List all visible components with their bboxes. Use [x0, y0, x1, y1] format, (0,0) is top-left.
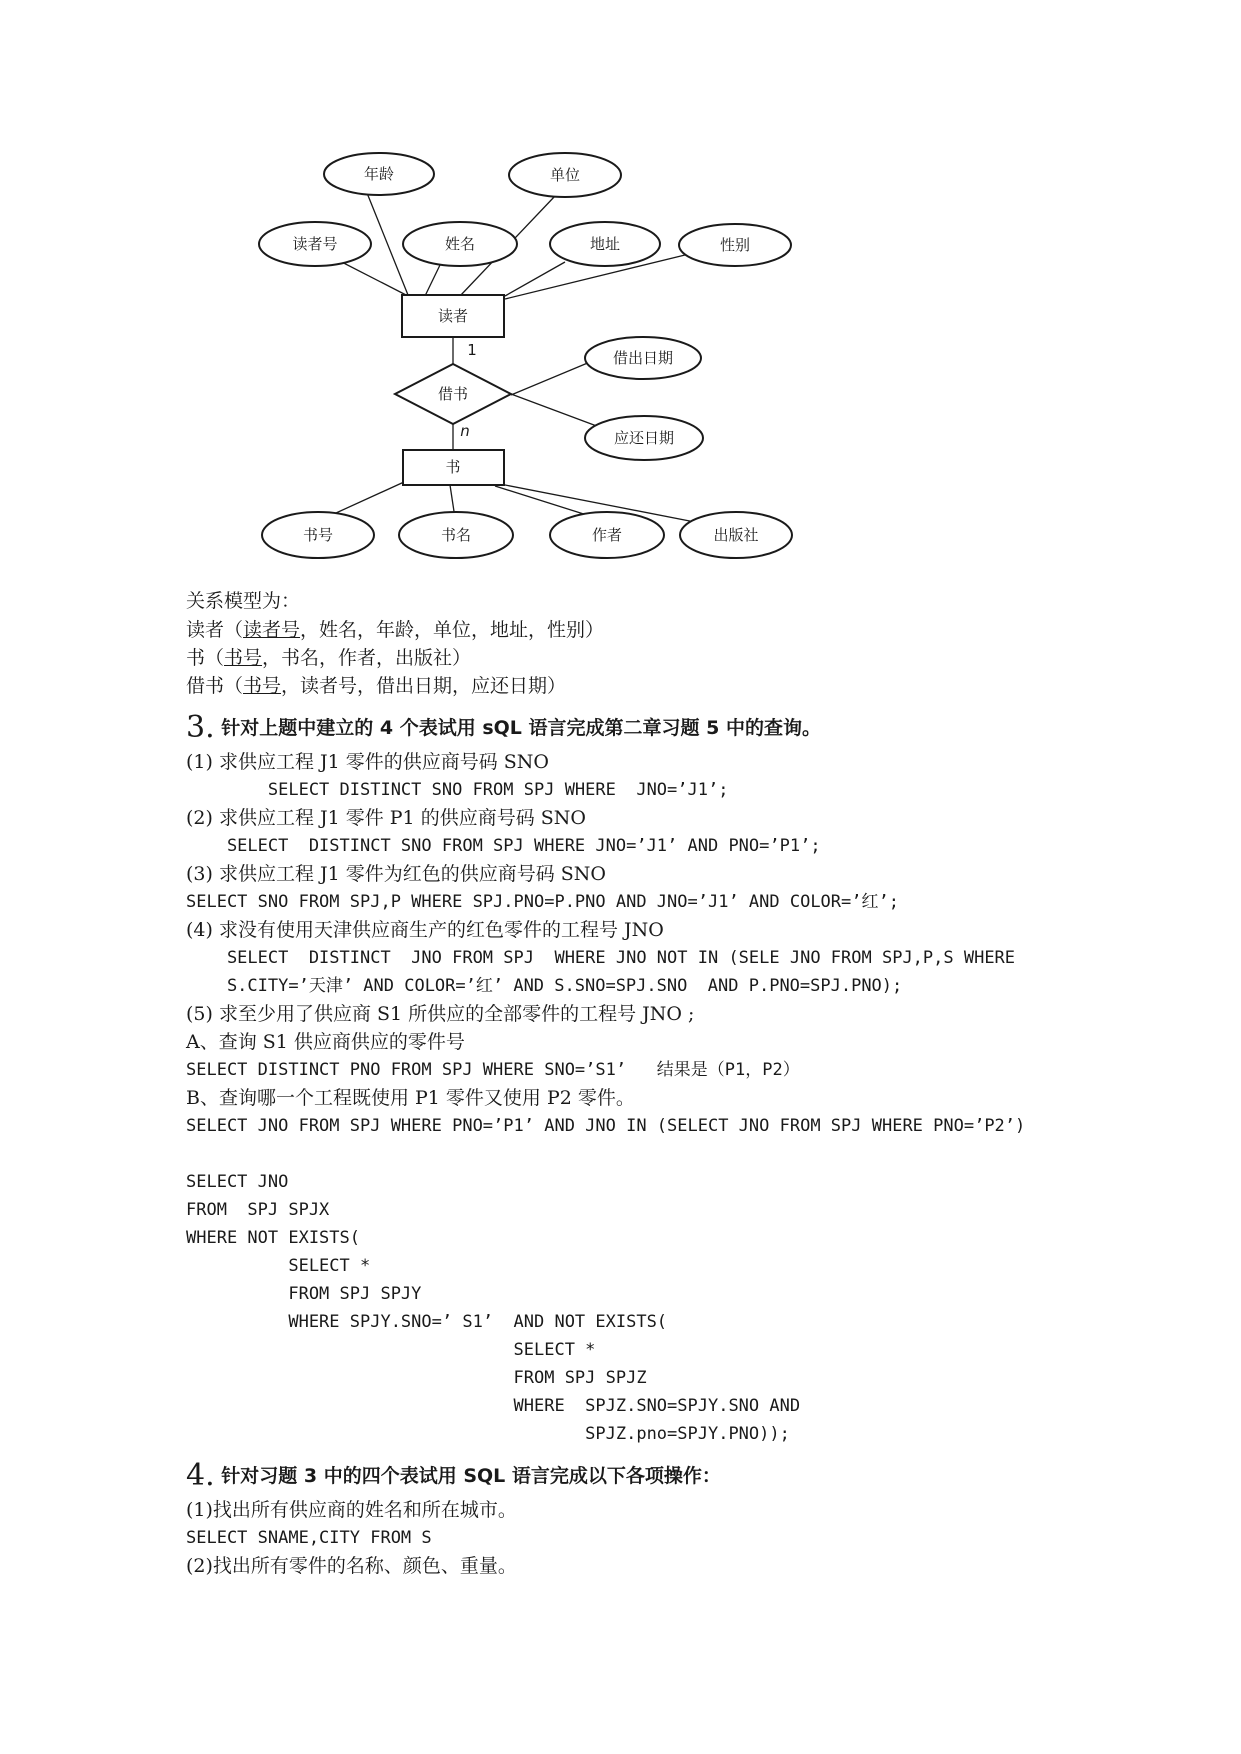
q4-heading — [186, 1460, 721, 1492]
q3-item4-question: (4) 求没有使用天津供应商生产的红色零件的工程号 JNO — [186, 919, 664, 941]
q3-item1-sql: SELECT DISTINCT SNO FROM SPJ WHERE JNO=’J1’; — [186, 780, 729, 800]
q4-item1-sql: SELECT SNAME,CITY FROM S — [186, 1528, 432, 1548]
edge-book-author — [495, 486, 590, 516]
q4-number: 4. — [186, 1458, 215, 1493]
edge-borrow-borrowdate — [511, 362, 590, 395]
attr-borrowdate: 借出日期 — [612, 349, 674, 367]
relation-reader — [186, 618, 604, 642]
q3-sql-block-line9: WHERE SPJZ.SNO=SPJY.SNO AND — [186, 1396, 801, 1416]
q3-sql-block-line10: SPJZ.pno=SPJY.PNO)); — [186, 1424, 790, 1444]
attr-unit: 单位 — [549, 166, 581, 184]
q3-item2-question: (2) 求供应工程 J1 零件 P1 的供应商号码 SNO — [186, 807, 586, 829]
q3-heading — [186, 712, 821, 744]
q3-sql-block-line7: SELECT * — [186, 1340, 596, 1360]
relation-borrow-key: 书号 — [243, 675, 282, 697]
relation-book-prefix: 书（ — [186, 647, 225, 669]
relation-book-key: 书号 — [224, 647, 263, 669]
q3-title: 针对上题中建立的 4 个表试用 sQL 语言完成第二章习题 5 中的查询。 — [221, 717, 821, 739]
edge-reader-name — [425, 265, 440, 296]
q3-item3-question: (3) 求供应工程 J1 零件为红色的供应商号码 SNO — [186, 863, 606, 885]
q3-item5-step-a-sql: SELECT DISTINCT PNO FROM SPJ WHERE SNO=’S1’ 结果是（P1，P2） — [186, 1060, 800, 1080]
attr-publisher: 出版社 — [713, 526, 759, 544]
edge-reader-address — [505, 262, 565, 296]
er-diagram — [0, 0, 1241, 560]
relation-book-rest: ，书名，作者，出版社） — [262, 647, 472, 669]
q3-number: 3. — [186, 710, 215, 745]
q3-sql-block-line6: WHERE SPJY.SNO=’ S1’ AND NOT EXISTS( — [186, 1312, 668, 1332]
q3-item5-step-a: A、查询 S1 供应商供应的零件号 — [186, 1031, 465, 1053]
entity-reader: 读者 — [437, 307, 469, 325]
q3-item3-sql: SELECT SNO FROM SPJ,P WHERE SPJ.PNO=P.PNO AND JNO=’J1’ AND COLOR=’红’; — [186, 892, 899, 912]
q4-item2-question: (2)找出所有零件的名称、颜色、重量。 — [186, 1555, 517, 1577]
q3-item1-question: (1) 求供应工程 J1 零件的供应商号码 SNO — [186, 751, 549, 773]
relationship-borrow: 借书 — [437, 385, 469, 403]
attr-address: 地址 — [589, 235, 621, 253]
relation-borrow-prefix: 借书（ — [186, 675, 244, 697]
q4-title: 针对习题 3 中的四个表试用 SQL 语言完成以下各项操作： — [221, 1465, 721, 1487]
q3-item5-question: (5) 求至少用了供应商 S1 所供应的全部零件的工程号 JNO ; — [186, 1003, 695, 1025]
attr-title: 书名 — [440, 526, 472, 544]
q3-sql-block-line5: FROM SPJ SPJY — [186, 1284, 422, 1304]
attr-returndate: 应还日期 — [613, 429, 675, 447]
cardinality-reader: 1 — [467, 341, 477, 359]
q3-item4-sql-line2: S.CITY=’天津’ AND COLOR=’红’ AND S.SNO=SPJ.SNO AND P.PNO=SPJ.PNO); — [186, 976, 903, 996]
relation-reader-rest: ，姓名，年龄，单位，地址，性别） — [300, 619, 605, 641]
q4-item1-question: (1)找出所有供应商的姓名和所在城市。 — [186, 1499, 517, 1521]
q3-item5-step-b-sql: SELECT JNO FROM SPJ WHERE PNO=’P1’ AND JNO IN (SELECT JNO FROM SPJ WHERE PNO=’P2’) — [186, 1116, 1026, 1136]
relation-reader-prefix: 读者（ — [186, 619, 244, 641]
relation-reader-key: 读者号 — [243, 619, 301, 641]
q3-sql-block-line1: SELECT JNO — [186, 1172, 289, 1192]
relation-borrow-rest: ，读者号，借出日期，应还日期） — [281, 675, 567, 697]
attr-gender: 性别 — [719, 236, 751, 254]
attr-name: 姓名 — [444, 235, 476, 253]
attr-readerno: 读者号 — [292, 235, 338, 253]
relation-book — [186, 646, 471, 670]
attr-bookno: 书号 — [302, 526, 334, 544]
q3-sql-block-line2: FROM SPJ SPJX — [186, 1200, 330, 1220]
attr-author: 作者 — [591, 526, 623, 544]
q3-item2-sql: SELECT DISTINCT SNO FROM SPJ WHERE JNO=’J1’ AND PNO=’P1’; — [186, 836, 821, 856]
cardinality-book: n — [460, 422, 470, 440]
q3-sql-block-line3: WHERE NOT EXISTS( — [186, 1228, 360, 1248]
q3-sql-block-line4: SELECT * — [186, 1256, 371, 1276]
q3-item5-step-b: B、查询哪一个工程既使用 P1 零件又使用 P2 零件。 — [186, 1087, 635, 1109]
edge-borrow-returndate — [511, 394, 602, 428]
entity-book: 书 — [445, 458, 461, 476]
q3-sql-block-line8: FROM SPJ SPJZ — [186, 1368, 647, 1388]
attr-age: 年龄 — [363, 165, 395, 183]
q3-item4-sql-line1: SELECT DISTINCT JNO FROM SPJ WHERE JNO NOT IN (SELE JNO FROM SPJ,P,S WHERE — [186, 948, 1016, 968]
relation-borrow — [186, 674, 566, 698]
relational-model-intro: 关系模型为： — [186, 590, 301, 612]
